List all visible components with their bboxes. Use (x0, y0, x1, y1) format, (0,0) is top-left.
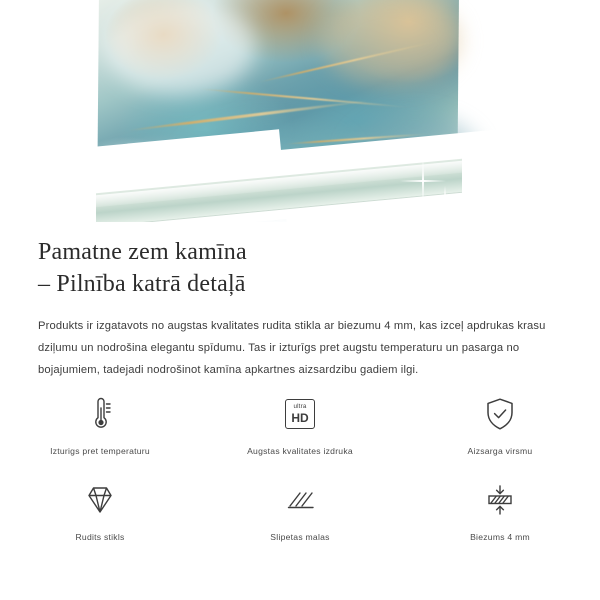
description-paragraph: Produkts ir izgatavots no augstas kvalitates rudita stikla ar biezumu 4 mm, kas izceļ apdrukas krasu dziļumu un nodrošina elegantu spīdumu. Tas ir izturīgs pret augstu temperaturu un pasarga no bojajumiem, tadejadi nodrošinot kamīna apkartnes aizsardzibu gadiem ilgi. (38, 320, 546, 376)
diamond-icon (83, 478, 117, 522)
thermometer-icon (85, 392, 115, 436)
hero-image (0, 0, 600, 222)
feature-item-thickness (400, 478, 600, 542)
badge-text-bottom: HD (291, 410, 309, 425)
badge-text-top: ultra (293, 403, 307, 411)
page-title (0, 222, 600, 300)
feature-label: Slipetas malas (270, 532, 330, 542)
feature-item-polished-edges (200, 478, 400, 542)
ultra-hd-badge-icon (285, 392, 315, 436)
headline-line-1: Pamatne zem kamīna (38, 239, 247, 265)
feature-label: Biezums 4 mm (470, 532, 530, 542)
marble-glass-artwork (0, 0, 600, 222)
feature-label: Augstas kvalitates izdruka (247, 446, 353, 456)
feature-label: Rudits stikls (75, 532, 125, 542)
shield-check-icon (484, 392, 516, 436)
feature-item-temperature (0, 392, 200, 456)
feature-label: Izturigs pret temperaturu (50, 446, 150, 456)
polished-edges-icon (283, 478, 317, 522)
thickness-arrows-icon (483, 478, 517, 522)
feature-item-print-quality (200, 392, 400, 456)
feature-label: Aizsarga virsmu (467, 446, 533, 456)
headline-line-2: – Pilnība katrā detaļā (38, 271, 246, 298)
content-block (0, 222, 600, 542)
feature-item-surface-protection (400, 392, 600, 456)
feature-grid (0, 392, 600, 542)
feature-item-tempered-glass (0, 478, 200, 542)
